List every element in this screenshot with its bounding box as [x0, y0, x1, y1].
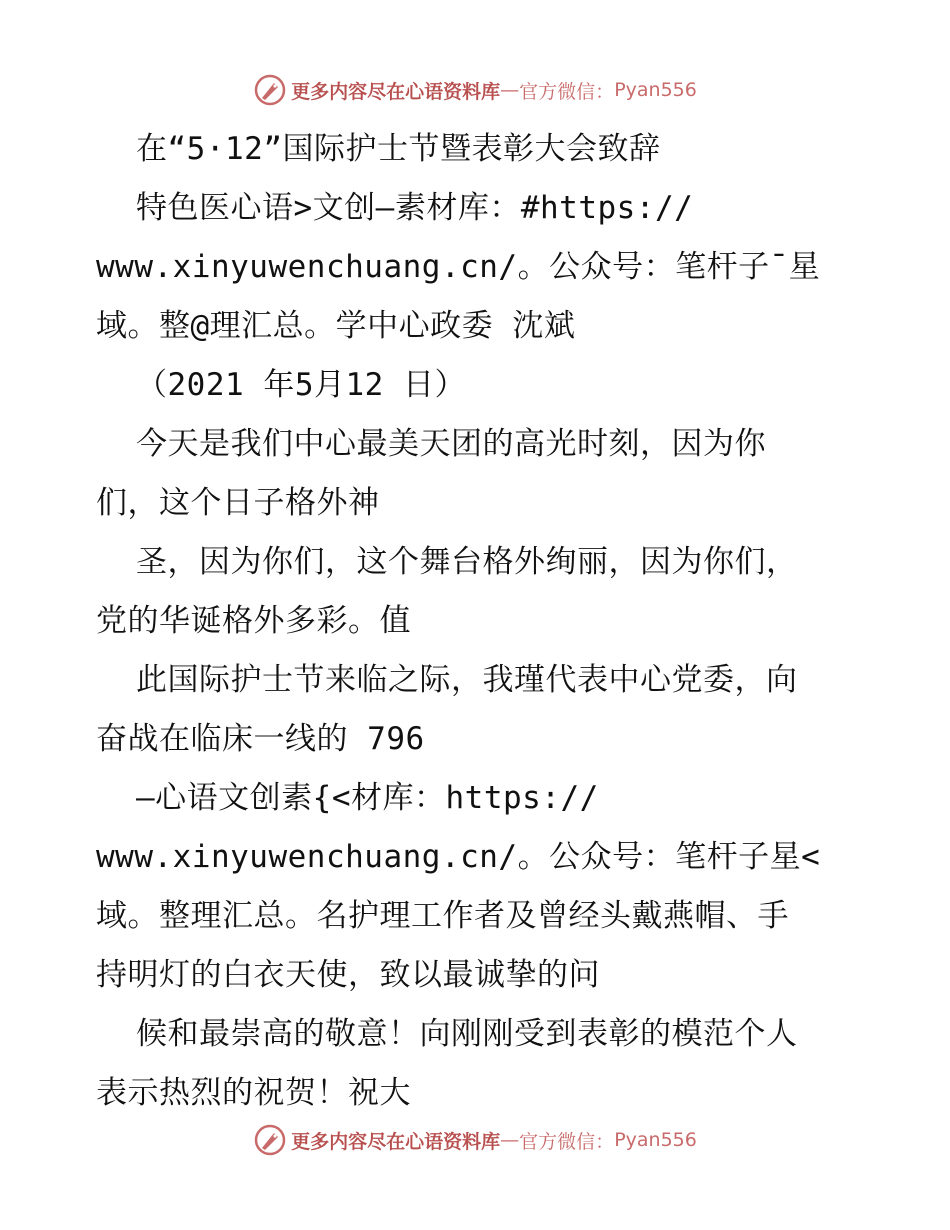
- banner-wechat-label: 官方微信：: [519, 1130, 615, 1153]
- text-line: www.xinyuwenchuang.cn/。公众号：笔杆子星<: [96, 839, 821, 875]
- pen-nib-logo-icon: [253, 73, 287, 107]
- text-line: 党的华诞格外多彩。值: [96, 603, 411, 639]
- pen-nib-logo-icon: [253, 1123, 287, 1157]
- text-line: 表示热烈的祝贺！祝大: [96, 1075, 411, 1111]
- text-line: 今天是我们中心最美天团的高光时刻，因为你: [136, 426, 766, 462]
- document-body: [96, 120, 856, 1123]
- text-line: 特色医心语>文创—素材库：#https://: [136, 190, 694, 226]
- banner-wechat-label: 官方微信：: [519, 80, 615, 103]
- text-line: 在“5·12”国际护士节暨表彰大会致辞: [136, 131, 661, 167]
- banner-separator: —: [500, 1129, 520, 1151]
- footer-banner: [0, 1120, 950, 1160]
- banner-separator: —: [500, 79, 520, 101]
- text-line: 圣，因为你们，这个舞台格外绚丽，因为你们，: [136, 544, 798, 580]
- banner-title: 更多内容尽在心语资料库: [291, 1130, 501, 1153]
- header-banner: [0, 70, 950, 110]
- text-line: 候和最崇高的敬意！向刚刚受到表彰的模范个人: [136, 1016, 798, 1052]
- text-line: —心语文创素{<材库：https://: [136, 780, 599, 816]
- text-line: 域。整@理汇总。学中心政委 沈斌: [96, 308, 576, 344]
- text-line: 们，这个日子格外神: [96, 485, 380, 521]
- banner-wechat-id: Pyan556: [614, 79, 697, 101]
- banner-wechat-id: Pyan556: [614, 1129, 697, 1151]
- text-line: 此国际护士节来临之际，我瑾代表中心党委，向: [136, 662, 798, 698]
- text-line: 持明灯的白衣天使，致以最诚挚的问: [96, 957, 600, 993]
- text-line: 域。整理汇总。名护理工作者及曾经头戴燕帽、手: [96, 898, 789, 934]
- banner-title: 更多内容尽在心语资料库: [291, 80, 501, 103]
- text-line: 奋战在临床一线的 796: [96, 721, 425, 757]
- text-line: （2021 年5月12 日）: [136, 367, 466, 403]
- text-line: www.xinyuwenchuang.cn/。公众号：笔杆子¯星: [96, 249, 821, 285]
